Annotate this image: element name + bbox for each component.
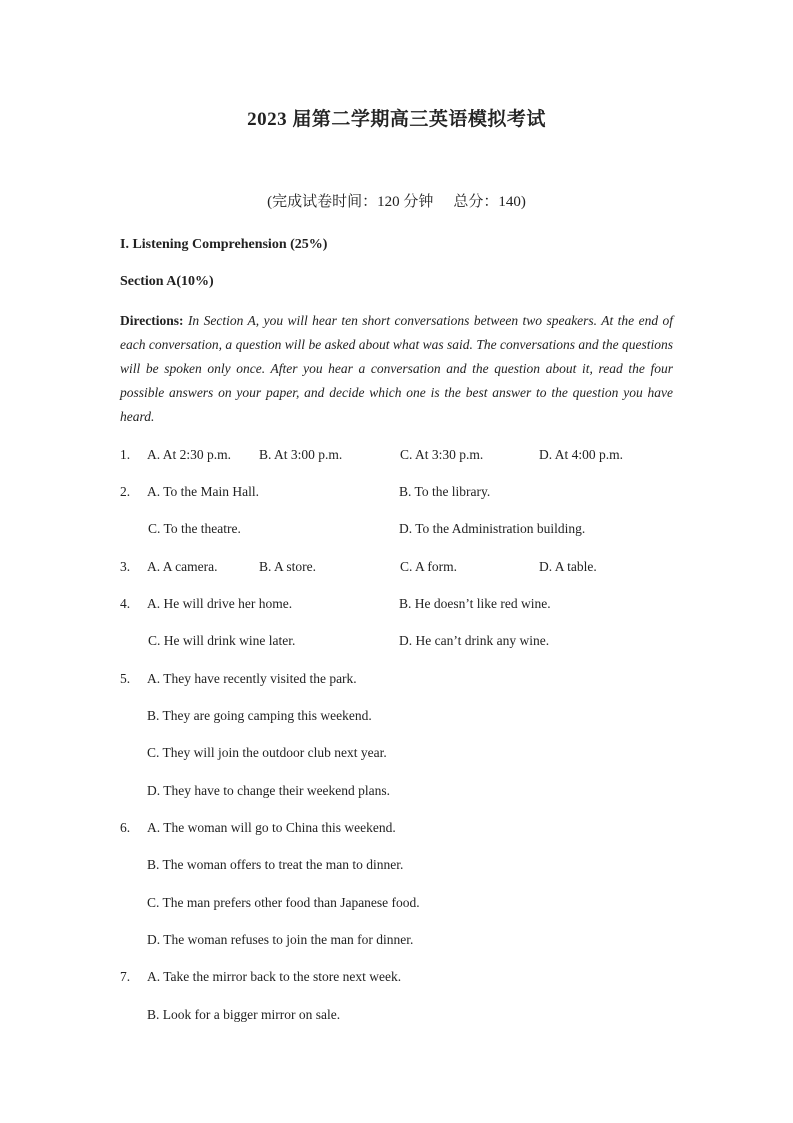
question-5	[120, 671, 680, 691]
question-1	[120, 447, 680, 467]
option-b: B. The woman offers to treat the man to dinner.	[147, 857, 404, 872]
directions-label: Directions:	[120, 313, 184, 328]
question-2-cont	[120, 521, 680, 541]
option-d: D. The woman refuses to join the man for dinner.	[147, 932, 414, 947]
question-6-option-b	[120, 857, 680, 877]
directions	[120, 309, 673, 429]
option-c: C. They will join the outdoor club next year.	[147, 745, 387, 760]
question-number: 7.	[120, 969, 131, 984]
option-c: C. A form.	[400, 559, 458, 574]
option-a: A. He will drive her home.	[147, 596, 293, 611]
question-number: 5.	[120, 671, 131, 686]
question-number: 4.	[120, 596, 131, 611]
option-b: B. To the library.	[399, 484, 491, 499]
exam-total-score: 总分：140)	[453, 194, 526, 210]
option-d: D. At 4:00 p.m.	[539, 447, 624, 462]
question-7-option-b	[120, 1007, 680, 1027]
question-number: 3.	[120, 559, 131, 574]
option-b: B. They are going camping this weekend.	[147, 708, 372, 723]
option-c: C. He will drink wine later.	[148, 633, 296, 648]
question-2	[120, 484, 680, 504]
option-c: C. The man prefers other food than Japanese food.	[147, 895, 420, 910]
option-b: B. Look for a bigger mirror on sale.	[147, 1007, 341, 1022]
option-b: B. A store.	[259, 559, 317, 574]
option-a: A. Take the mirror back to the store next week.	[147, 969, 402, 984]
option-d: D. He can’t drink any wine.	[399, 633, 550, 648]
directions-text: In Section A, you will hear ten short conversations between two speakers. At the end of each conversation, a question will be asked about what was said. The conversations and the questions will be spoken only once. After you hear a conversation and the question about it, read the four possible answers on your paper, and decide which one is the best answer to the question you have heard.	[120, 313, 674, 424]
option-d: D. They have to change their weekend plans.	[147, 783, 391, 798]
question-5-option-b	[120, 708, 680, 728]
option-a: A. At 2:30 p.m.	[147, 447, 232, 462]
option-a: A. To the Main Hall.	[147, 484, 260, 499]
question-3	[120, 559, 680, 579]
option-d: D. To the Administration building.	[399, 521, 586, 536]
option-c: C. At 3:30 p.m.	[400, 447, 484, 462]
option-a: A. They have recently visited the park.	[147, 671, 357, 686]
option-d: D. A table.	[539, 559, 597, 574]
option-a: A. The woman will go to China this weekend.	[147, 820, 396, 835]
question-4	[120, 596, 680, 616]
option-c: C. To the theatre.	[148, 521, 241, 536]
section-heading: Section A(10%)	[120, 274, 214, 289]
question-number: 6.	[120, 820, 131, 835]
exam-time: (完成试卷时间：120 分钟	[267, 194, 434, 210]
option-b: B. He doesn’t like red wine.	[399, 596, 551, 611]
question-6-option-c	[120, 895, 680, 915]
option-a: A. A camera.	[147, 559, 218, 574]
question-6	[120, 820, 680, 840]
question-5-option-d	[120, 783, 680, 803]
question-7	[120, 969, 680, 989]
question-number: 2.	[120, 484, 131, 499]
question-6-option-d	[120, 932, 680, 952]
question-5-option-c	[120, 745, 680, 765]
exam-info	[0, 190, 793, 211]
exam-title: 2023 届第二学期高三英语模拟考试	[247, 109, 546, 130]
option-b: B. At 3:00 p.m.	[259, 447, 343, 462]
question-number: 1.	[120, 447, 131, 462]
part-heading: I. Listening Comprehension (25%)	[120, 237, 328, 252]
question-4-cont	[120, 633, 680, 653]
